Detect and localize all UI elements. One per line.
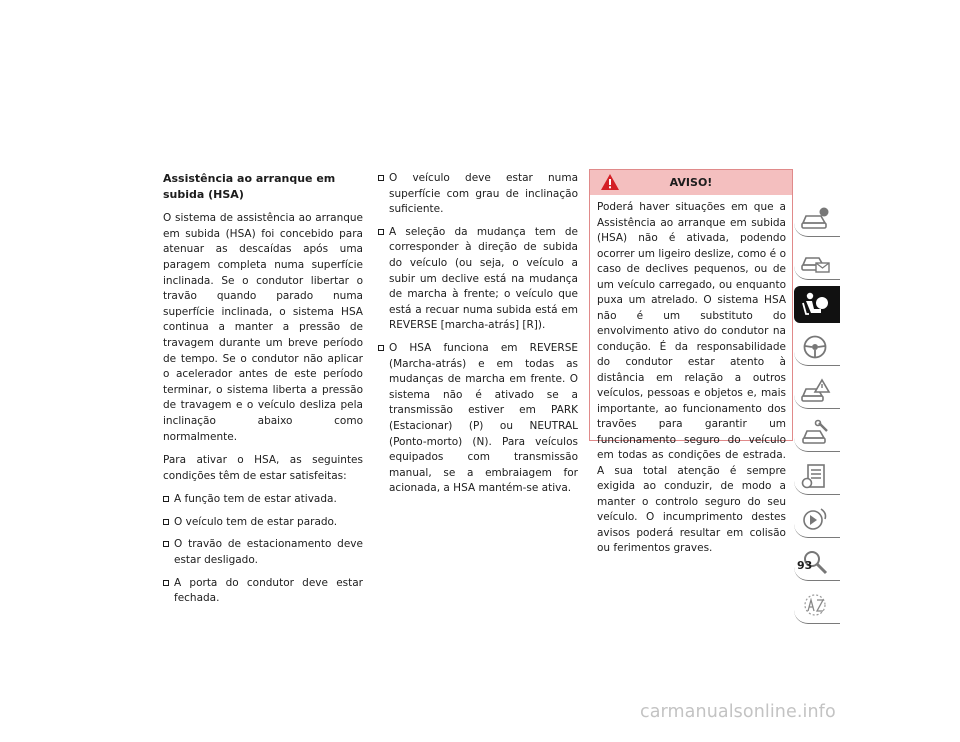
- conditions-paragraph: Para ativar o HSA, as seguintes condições têm de estar satisfeitas:: [163, 454, 363, 482]
- tab-technical-specifications[interactable]: [794, 458, 840, 495]
- tab-getting-to-know-vehicle[interactable]: [794, 200, 840, 237]
- tab-languages[interactable]: [794, 587, 840, 624]
- airbag-seat-icon: [799, 290, 831, 319]
- list-item: A porta do condutor deve estar fechada.: [163, 576, 363, 607]
- list-item: A seleção da mudança tem de corresponder à direção de subida do veículo (ou seja, o veículo a subir um declive está na mudança de marcha à frente; o veículo que está a recuar numa subida está em REVERSE [marcha-atrás] [R]).: [378, 225, 578, 334]
- page-number: 93: [797, 559, 813, 572]
- warning-text: Poderá haver situações em que a Assistência ao arranque em subida (HSA) não é ativada, podendo ocorrer um ligeiro deslize, como é o caso de declives pequenos, ou de um veículo carregado, ou enquanto puxa um atrelado. O sistema HSA não é um substituto do envolvimento ativo do condutor na condução. É da responsabilidade do condutor estar atento à distância em relação a outros veículos, pessoas e objetos e, mais importante, ao funcionamento dos travões para garantir um funcionamento seguro do veículo em todas as condições de estrada. A sua total atenção é sempre exigida ao conduzir, de modo a manter o controlo seguro do seu veículo. O incumprimento destes avisos poderá resultar em colisão ou ferimentos graves.: [597, 201, 786, 554]
- watermark: carmanualsonline.info: [640, 702, 836, 722]
- intro-paragraph: O sistema de assistência ao arranque em subida (HSA) foi concebido para atenuar as descaídas após uma paragem completa numa superfície inclinada. Se o condutor libertar o travão quando parado numa superfície inclinada, o sistema HSA continua a manter a pressão de travagem durante um breve período de tempo. Se o condutor não aplicar o acelerador antes de este período terminar, o sistema liberta a pressão de travagem e o veículo desliza pela inclinação abaixo como normalmente.: [163, 212, 363, 443]
- tab-emergency[interactable]: [794, 372, 840, 409]
- languages-icon: [799, 591, 831, 620]
- tab-multimedia[interactable]: [794, 501, 840, 538]
- tab-starting-operating[interactable]: [794, 329, 840, 366]
- square-bullet-icon: [163, 541, 169, 547]
- left-column: [163, 171, 363, 614]
- list-item: O veículo tem de estar parado.: [163, 515, 363, 531]
- multimedia-icon: [799, 505, 831, 534]
- square-bullet-icon: [378, 345, 384, 351]
- car-service-icon: [799, 419, 831, 448]
- warning-title: AVISO!: [669, 176, 713, 189]
- list-item: O HSA funciona em REVERSE (Marcha-atrás) e em todas as mudanças de marcha em frente. O sistema não é ativado se a transmissão estiver em PARK (Estacionar) (P) ou NEUTRAL (Ponto-morto) (N). Para veículos equipados com transmissão manual, se a embraiagem for acionada, a HSA mantém-se ativa.: [378, 341, 578, 497]
- conditions-list: [163, 492, 363, 607]
- square-bullet-icon: [163, 496, 169, 502]
- conditions-list-continued: [378, 171, 578, 497]
- car-info-icon: [799, 204, 831, 233]
- list-item: O veículo deve estar numa superfície com grau de inclinação suficiente.: [378, 171, 578, 218]
- middle-column: [378, 171, 578, 504]
- car-mail-icon: [799, 247, 831, 276]
- list-item: A função tem de estar ativada.: [163, 492, 363, 508]
- tab-safety[interactable]: [794, 286, 840, 323]
- maintenance-schedule-icon: [799, 462, 831, 491]
- square-bullet-icon: [378, 175, 384, 181]
- section-heading: Assistência ao arranque em subida (HSA): [163, 172, 336, 201]
- tab-instrument-panel[interactable]: [794, 243, 840, 280]
- tab-servicing-maintenance[interactable]: [794, 415, 840, 452]
- warning-triangle-icon: [600, 173, 620, 191]
- warning-box: [589, 169, 793, 554]
- warning-lights-icon: [799, 376, 831, 405]
- steering-wheel-icon: [799, 333, 831, 362]
- square-bullet-icon: [163, 519, 169, 525]
- list-item: O travão de estacionamento deve estar desligado.: [163, 537, 363, 568]
- square-bullet-icon: [163, 580, 169, 586]
- warning-header: [590, 170, 792, 195]
- square-bullet-icon: [378, 229, 384, 235]
